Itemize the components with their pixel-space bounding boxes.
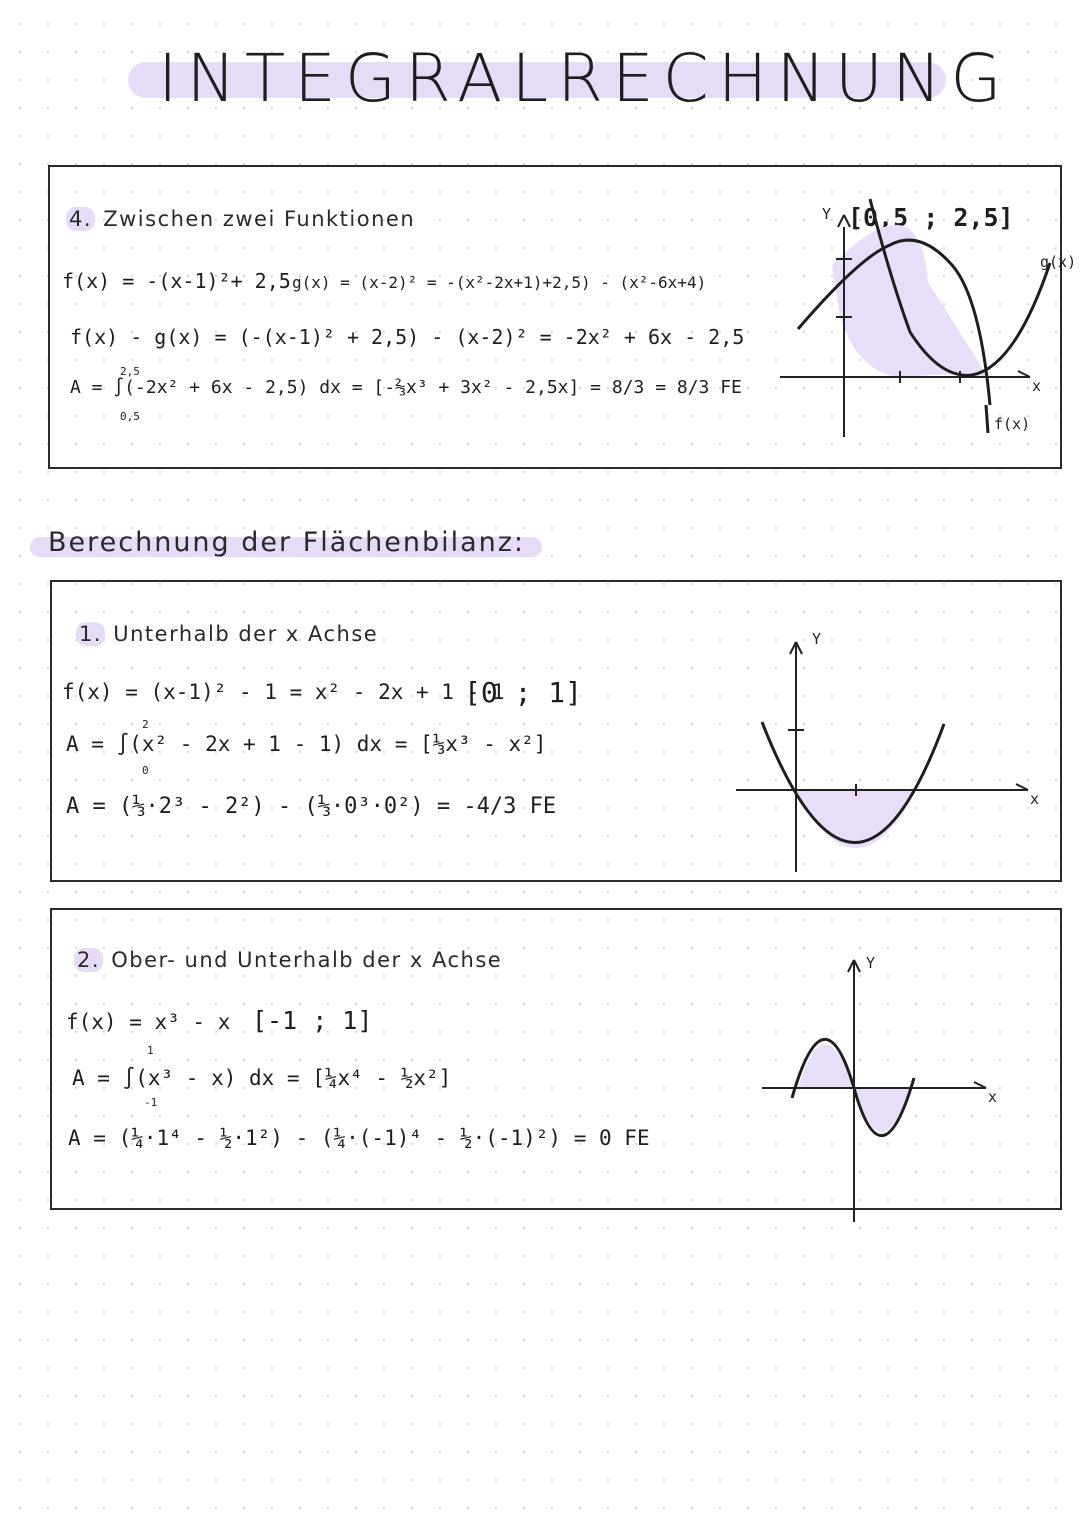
box3-header-text: Ober- und Unterhalb der x Achse <box>111 948 503 972</box>
box2-limit-lower: 0 <box>142 764 149 777</box>
box3-y-label: Y <box>866 954 876 972</box>
box1-limit-upper: 2,5 <box>120 365 140 378</box>
box3-header <box>74 948 502 972</box>
box1-interval: [0,5 ; 2,5] <box>848 203 1014 232</box>
box1-f-label: f(x) <box>994 415 1031 433</box>
box3-limit-upper: 1 <box>147 1044 154 1057</box>
box2-x-label: x <box>1030 790 1040 808</box>
box-below-x-axis <box>50 580 1062 882</box>
box1-area-between <box>832 225 988 377</box>
box1-difference: f(x) - g(x) = (-(x-1)² + 2,5) - (x-2)² = -2x² + 6x - 2,5 <box>70 325 745 349</box>
box2-graph <box>732 612 1040 882</box>
box3-x-label: x <box>988 1088 998 1106</box>
box1-header <box>66 207 415 231</box>
box1-graph <box>740 167 1077 457</box>
box2-area-formula: A = ∫(x² - 2x + 1 - 1) dx = [⅓x³ - x²] <box>66 732 547 756</box>
box2-f-definition: f(x) = (x-1)² - 1 = x² - 2x + 1 - 1 <box>62 680 505 704</box>
box2-limit-upper: 2 <box>142 718 149 731</box>
box-between-functions <box>48 165 1077 469</box>
box3-graph <box>752 940 1012 1230</box>
box3-interval: [-1 ; 1] <box>252 1006 373 1035</box>
box3-header-number: 2. <box>74 948 103 972</box>
box3-area-formula: A = ∫(x³ - x) dx = [¼x⁴ - ½x²] <box>72 1066 452 1090</box>
box3-area-result: A = (¼·1⁴ - ½·1²) - (¼·(-1)⁴ - ½·(-1)²) = 0 FE <box>68 1126 650 1150</box>
box2-y-label: Y <box>812 630 822 648</box>
box2-header <box>76 622 378 646</box>
box1-g-definition: g(x) = (x-2)² = -(x²-2x+1)+2,5) - (x²-6x+4) <box>292 273 707 292</box>
section-title: Berechnung der Flächenbilanz: <box>48 527 526 558</box>
section-heading <box>30 525 542 569</box>
box-above-below-x-axis <box>50 908 1062 1210</box>
box1-g-label: g(x) <box>1040 253 1077 271</box>
box2-interval: [0 ; 1] <box>464 676 583 709</box>
page-title: INTEGRALRECHNUNG <box>158 40 1011 117</box>
box3-f-definition: f(x) = x³ - x <box>66 1010 231 1034</box>
box1-header-number: 4. <box>66 207 95 231</box>
title-area <box>128 40 1011 130</box>
box1-x-label: x <box>1032 377 1042 395</box>
box1-header-text: Zwischen zwei Funktionen <box>103 207 416 231</box>
box1-limit-lower: 0,5 <box>120 410 140 423</box>
box3-limit-lower: -1 <box>144 1096 158 1109</box>
box1-f-definition: f(x) = -(x-1)²+ 2,5 <box>62 269 291 293</box>
box1-y-label: Y <box>822 205 832 223</box>
box1-area-formula: A = ∫(-2x² + 6x - 2,5) dx = [-⅔x³ + 3x² - 2,5x] = 8/3 = 8/3 FE <box>70 377 742 398</box>
box2-area-result: A = (⅓·2³ - 2²) - (⅓·0³·0²) = -4/3 FE <box>66 794 557 819</box>
box2-header-text: Unterhalb der x Achse <box>113 622 379 646</box>
box2-header-number: 1. <box>76 622 105 646</box>
